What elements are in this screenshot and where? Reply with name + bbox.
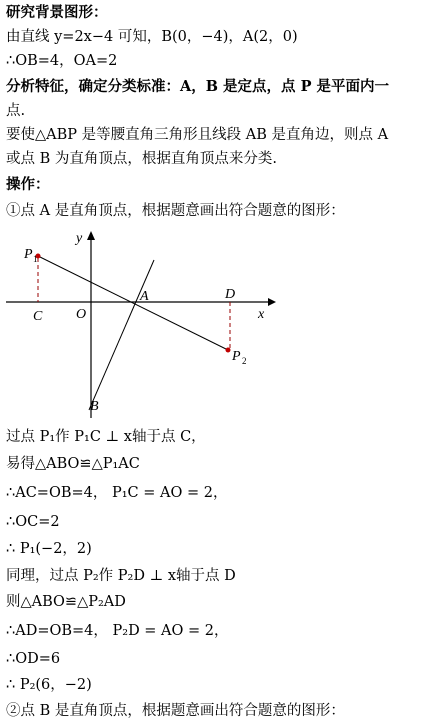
line-3: ∴OB=4，OA=2 <box>6 53 118 69</box>
geometry-figure <box>0 228 290 424</box>
after-line-8: ∴AD=OB=4， P₂D = AO = 2， <box>6 623 229 639</box>
after-line-4: ∴OC=2 <box>6 514 60 530</box>
x-axis-arrow <box>268 298 276 306</box>
line-5: 点. <box>6 103 26 119</box>
line-p1-p2 <box>38 256 228 350</box>
line-ab <box>89 260 154 410</box>
line-9: ①点 A 是直角顶点，根据题意画出符合题意的图形： <box>6 203 345 219</box>
after-line-2: 易得△ABO≌△P₁AC <box>6 456 140 472</box>
label-c: C <box>33 309 43 324</box>
point-p2-dot <box>226 348 231 353</box>
line-2: 由直线 y=2x−4 可知，B(0，−4)，A(2，0) <box>6 29 298 45</box>
after-line-9: ∴OD=6 <box>6 651 61 667</box>
after-line-6: 同理，过点 P₂作 P₂D ⊥ x轴于点 D <box>6 568 236 584</box>
line-1: 研究背景图形： <box>6 5 108 21</box>
label-b: B <box>90 399 99 414</box>
after-line-11: ②点 B 是直角顶点，根据题意画出符合题意的图形： <box>6 703 345 719</box>
label-y: y <box>76 231 83 246</box>
line-8: 操作： <box>6 177 50 193</box>
label-p1-sub: 1 <box>33 254 38 264</box>
after-line-3: ∴AC=OB=4， P₁C = AO = 2， <box>6 485 228 501</box>
label-x: x <box>258 307 265 322</box>
after-line-7: 则△ABO≌△P₂AD <box>6 594 126 610</box>
label-a: A <box>140 289 149 304</box>
line-6: 要使△ABP 是等腰直角三角形且线段 AB 是直角边，则点 A <box>6 127 389 143</box>
after-line-5: ∴ P₁(−2，2) <box>6 541 92 557</box>
label-d: D <box>225 287 236 302</box>
after-line-10: ∴ P₂(6，−2) <box>6 677 92 693</box>
line-4: 分析特征，确定分类标准：A，B 是定点，点 P 是平面内一 <box>6 78 390 95</box>
label-p2-sub: 2 <box>242 356 247 366</box>
after-line-1: 过点 P₁作 P₁C ⊥ x轴于点 C， <box>6 429 206 445</box>
label-o: O <box>76 307 87 322</box>
label-p1: P <box>24 247 33 262</box>
line-7: 或点 B 为直角顶点，根据直角顶点来分类. <box>6 151 277 167</box>
y-axis-arrow <box>87 231 95 240</box>
label-p2: P <box>232 349 241 364</box>
